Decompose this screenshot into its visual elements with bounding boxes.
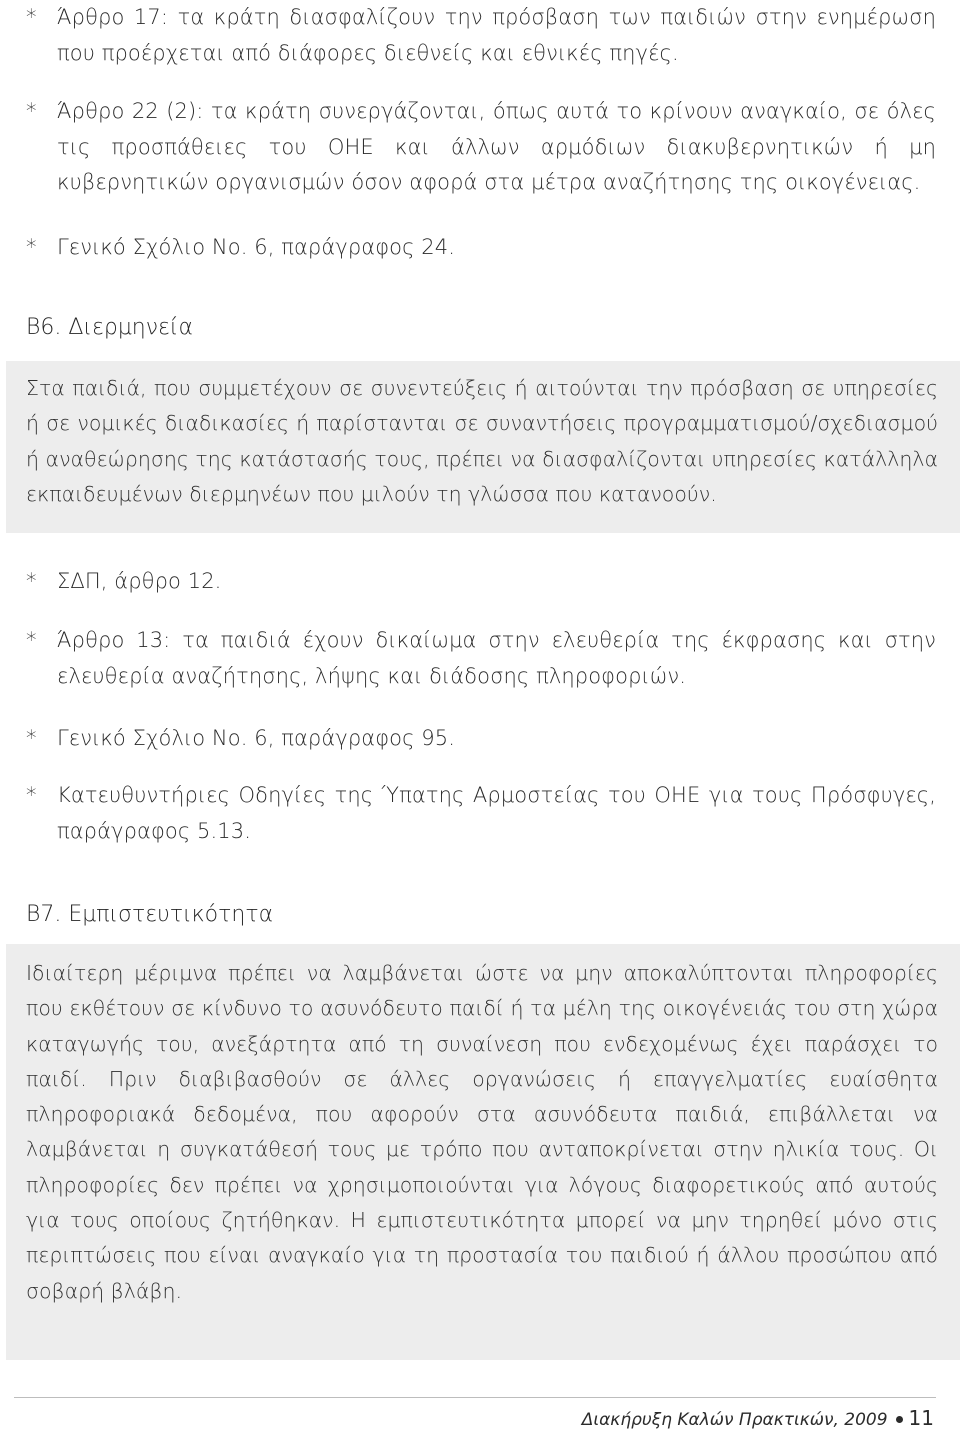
bullet-text: Γενικό Σχόλιο Νο. 6, παράγραφος 24. <box>57 235 456 259</box>
bullet-article-22 <box>26 94 936 201</box>
bullet-asterisk: * <box>26 5 37 29</box>
footer-title: Διακήρυξη Καλών Πρακτικών, 2009 <box>581 1410 888 1430</box>
highlight-box-b7 <box>6 944 960 1360</box>
bullet-dot-icon <box>896 1416 903 1423</box>
bullet-article-17 <box>26 0 936 71</box>
section-heading-b7: Β7. Εμπιστευτικότητα <box>26 902 274 927</box>
box-paragraph: Στα παιδιά, που συμμετέχουν σε συνεντεύξεις ή αιτούνται την πρόσβαση σε υπηρεσίες ή σε νομικές διαδικασίες ή παρίστανται σε συναντήσεις προγραμματισμού/σχεδιασμού ή αναθεώρησης της κατάστασής τους, πρέπει να διασφαλίζονται υπηρεσίες κατάλληλα εκπαιδευμένων διερμηνέων που μιλούν τη γλώσσα που κατανοούν. <box>26 376 938 506</box>
bullet-text: Άρθρο 17: τα κράτη διασφαλίζουν την πρόσβαση των παιδιών στην ενημέρωση που προέρχεται από διάφορες διεθνείς και εθνικές πηγές. <box>57 5 936 65</box>
bullet-asterisk: * <box>26 235 37 259</box>
bullet-crc-article-12 <box>26 564 936 600</box>
bullet-unhcr-guidelines <box>26 778 936 849</box>
bullet-general-comment-6-24 <box>26 230 936 266</box>
bullet-asterisk: * <box>26 569 37 593</box>
bullet-asterisk: * <box>26 99 37 123</box>
bullet-asterisk: * <box>26 726 37 750</box>
bullet-text: Κατευθυντήριες Οδηγίες της Ύπατης Αρμοστείας του ΟΗΕ για τους Πρόσφυγες, παράγραφος 5.13. <box>57 783 936 843</box>
page-footer <box>582 1403 934 1435</box>
bullet-asterisk: * <box>26 783 37 807</box>
box-paragraph: Ιδιαίτερη μέριμνα πρέπει να λαμβάνεται ώστε να μην αποκαλύπτονται πληροφορίες που εκθέτουν σε κίνδυνο το ασυνόδευτο παιδί ή τα μέλη της οικογένειάς του στη χώρα καταγωγής του, ανεξάρτητα από τη συναίνεση που ενδεχομένως έχει παράσχει το παιδί. Πριν διαβιβασθούν σε άλλες οργανώσεις ή επαγγελματίες ευαίσθητα πληροφοριακά δεδομένα, που αφορούν στα ασυνόδευτα παιδιά, επιβάλλεται να λαμβάνεται η συγκατάθεσή τους με τρόπο που ανταποκρίνεται στην ηλικία τους. Οι πληροφορίες δεν πρέπει να χρησιμοποιούνται για λόγους διαφορετικούς από αυτούς για τους οποίους ζητήθηκαν. Η εμπιστευτικότητα μπορεί να μην τηρηθεί μόνο στις περιπτώσεις που είναι αναγκαίο για τη προστασία του παιδιού ή άλλου προσώπου από σοβαρή βλάβη. <box>26 961 938 1303</box>
bullet-asterisk: * <box>26 628 37 652</box>
footer-divider <box>14 1397 936 1398</box>
bullet-text: Άρθρο 22 (2): τα κράτη συνεργάζονται, όπως αυτά το κρίνουν αναγκαίο, σε όλες τις προσπάθειες του ΟΗΕ και άλλων αρμόδιων διακυβερνητικών ή μη κυβερνητικών οργανισμών όσον αφορά στα μέτρα αναζήτησης της οικογένειας. <box>57 99 936 194</box>
bullet-text: ΣΔΠ, άρθρο 12. <box>57 569 222 593</box>
bullet-text: Άρθρο 13: τα παιδιά έχουν δικαίωμα στην ελευθερία της έκφρασης και στην ελευθερία αναζήτησης, λήψης και διάδοσης πληροφοριών. <box>57 628 936 688</box>
bullet-general-comment-6-95 <box>26 721 936 757</box>
highlight-box-b6 <box>6 361 960 533</box>
bullet-text: Γενικό Σχόλιο Νο. 6, παράγραφος 95. <box>57 726 456 750</box>
section-heading-b6: Β6. Διερμηνεία <box>26 315 193 340</box>
page-number: 11 <box>908 1406 934 1430</box>
bullet-article-13 <box>26 623 936 694</box>
